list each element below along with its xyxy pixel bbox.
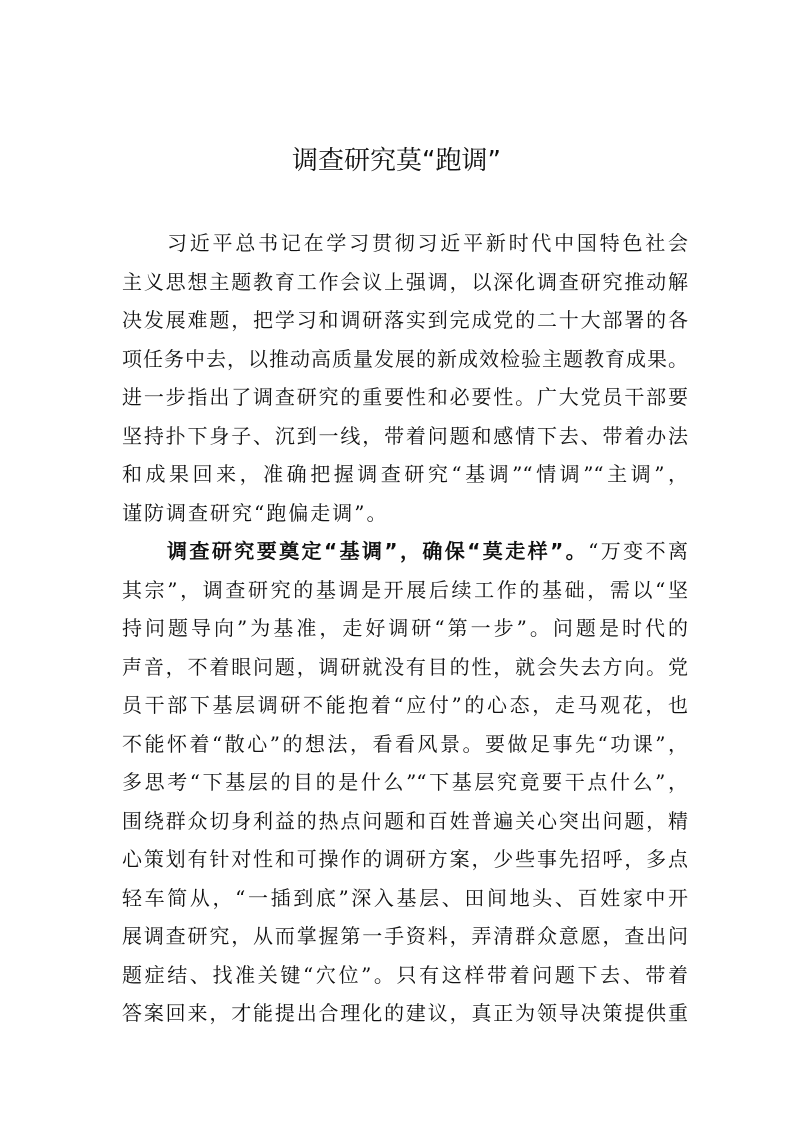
text-span: “万变不离 [588,539,689,563]
text-line: 和成果回来，准确把握调查研究“基调”“情调”“主调”， [122,462,688,486]
text-line: 心策划有针对性和可操作的调研方案，少些事先招呼，多点 [122,847,688,871]
text-line: 项任务中去，以推动高质量发展的新成效检验主题教育成果。 [122,347,688,371]
document-title: 调查研究莫“跑调” [292,146,501,176]
text-line: 不能怀着“散心”的想法，看看风景。要做足事先“功课”， [122,732,688,756]
text-line: 进一步指出了调查研究的重要性和必要性。广大党员干部要 [122,385,688,409]
text-line: 坚持扑下身子、沉到一线，带着问题和感情下去、带着办法 [122,424,688,448]
text-line: 展调查研究，从而掌握第一手资料，弄清群众意愿，查出问 [122,924,688,948]
section-heading: 调查研究要奠定“基调”，确保“莫走样”。 [167,539,589,563]
text-line: 声音，不着眼问题，调研就没有目的性，就会失去方向。党 [122,655,688,679]
text-line: 谨防调查研究“跑偏走调”。 [122,501,389,525]
text-line: 决发展难题，把学习和调研落实到完成党的二十大部署的各 [122,308,688,332]
text-line: 答案回来，才能提出合理化的建议，真正为领导决策提供重 [122,1001,688,1025]
text-line: 员干部下基层调研不能抱着“应付”的心态，走马观花，也 [122,693,688,717]
text-line: 轻车简从，“一插到底”深入基层、田间地头、百姓家中开 [122,886,688,910]
text-line: 多思考“下基层的目的是什么”“下基层究竟要干点什么”， [122,770,688,794]
text-line: 围绕群众切身利益的热点问题和百姓普遍关心突出问题，精 [122,809,688,833]
text-line: 习近平总书记在学习贯彻习近平新时代中国特色社会 [167,231,688,255]
text-line: 题症结、找准关键“穴位”。只有这样带着问题下去、带着 [122,963,688,987]
text-line: 主义思想主题教育工作会议上强调，以深化调查研究推动解 [122,270,688,294]
text-line: 其宗”，调查研究的基调是开展后续工作的基础，需以“坚 [122,578,688,602]
text-line: 持问题导向”为基准，走好调研“第一步”。问题是时代的 [122,616,688,640]
text-line [167,532,688,570]
